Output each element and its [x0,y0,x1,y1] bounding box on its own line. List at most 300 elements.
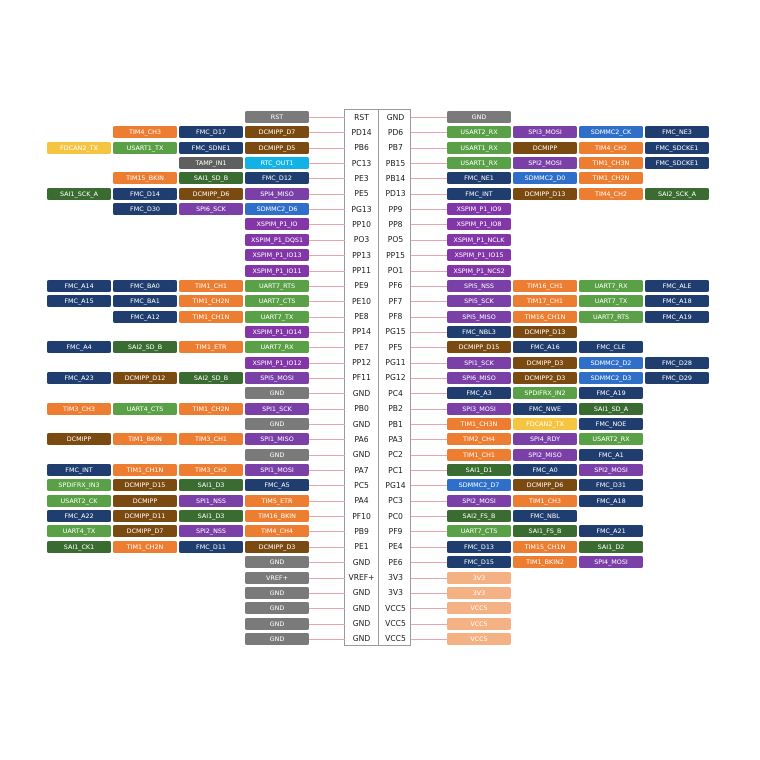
pin-name-right: PD6 [387,127,404,137]
function-label: FMC_A19 [645,311,709,323]
pin-name-left: PP12 [352,358,371,368]
lead-line-left [309,224,345,225]
pin-name-left: GND [352,619,371,629]
function-label: VREF+ [245,572,309,584]
pin-name-left: PP13 [352,250,371,260]
lead-line-right [411,347,447,348]
lead-line-left [309,240,345,241]
pin-name-right: PC0 [388,511,403,521]
function-label: SPI3_MOSI [513,126,577,138]
lead-line-left [309,455,345,456]
lead-line-right [411,163,447,164]
pin-name-left: PE1 [354,542,369,552]
lead-line-left [309,547,345,548]
function-label: TIM1_BKIN2 [513,556,577,568]
function-label: FMC_A18 [645,295,709,307]
function-label: VCC5 [447,602,511,614]
function-label: SAI1_D2 [579,541,643,553]
lead-line-left [309,624,345,625]
pin-name-right: VCC5 [385,619,406,629]
lead-line-left [309,593,345,594]
function-label: TIM1_CH3N [579,157,643,169]
pin-name-right: PB15 [385,158,406,168]
function-label: FMC_A21 [579,525,643,537]
function-label: SPI2_MOSI [447,495,511,507]
function-label: FMC_D15 [447,556,511,568]
function-label: SAI2_SCK_A [645,188,709,200]
function-label: UART7_RX [245,341,309,353]
lead-line-left [309,363,345,364]
function-label: DCMIPP_D3 [513,357,577,369]
lead-line-right [411,409,447,410]
function-label: FMC_ALE [645,280,709,292]
function-label: FMC_A4 [47,341,111,353]
function-label: DCMIPP [513,142,577,154]
function-label: FMC_D30 [113,203,177,215]
lead-line-left [309,255,345,256]
function-label: TIM1_BKIN [113,433,177,445]
pin-name-right: PB14 [385,173,406,183]
function-label: FMC_A18 [579,495,643,507]
pin-name-right: GND [386,112,405,122]
function-label: SPI5_SCK [447,295,511,307]
function-label: FMC_BA1 [113,295,177,307]
function-label: FMC_SDCKE1 [645,142,709,154]
pin-name-right: PB2 [388,404,403,414]
function-label: DCMIPP_D12 [113,372,177,384]
lead-line-right [411,332,447,333]
pin-name-right: PB1 [388,419,403,429]
pin-name-right: 3V3 [388,573,403,582]
function-label: TIM16_CH1N [513,311,577,323]
function-label: FMC_A15 [47,295,111,307]
function-label: DCMIPP_D7 [245,126,309,138]
function-label: FMC_NOE [579,418,643,430]
function-label: TIM1_CH3 [513,495,577,507]
function-label: TIM1_CH2N [179,403,243,415]
pin-name-left: PE5 [354,189,369,199]
lead-line-right [411,317,447,318]
function-label: XSPIM_P1_IO9 [447,203,511,215]
pin-name-left: PC13 [351,158,372,168]
function-label: FMC_A23 [47,372,111,384]
function-label: UART7_RX [579,280,643,292]
function-label: SDMMC2_D2 [579,357,643,369]
function-label: TIM4_CH4 [245,525,309,537]
function-label: FMC_A12 [113,311,177,323]
pin-name-left: PE7 [354,342,369,352]
function-label: SAI1_CK1 [47,541,111,553]
function-label: FDCAN2_TX [47,142,111,154]
function-label: USART1_TX [113,142,177,154]
pin-name-left: PD14 [351,127,372,137]
function-label: FMC_D31 [579,479,643,491]
pin-name-right: PG15 [385,327,406,337]
function-label: FMC_D28 [645,357,709,369]
function-label: UART7_TX [245,311,309,323]
function-label: SPI1_NSS [179,495,243,507]
pin-name-right: PG14 [385,480,406,490]
pin-name-left: PF10 [352,511,371,521]
function-label: SDMMC2_D3 [579,372,643,384]
lead-line-left [309,332,345,333]
pin-name-right: VCC5 [385,603,406,613]
function-label: SPI1_SCK [447,357,511,369]
function-label: FMC_NE3 [645,126,709,138]
lead-line-left [309,117,345,118]
lead-line-right [411,562,447,563]
function-label: FMC_BA0 [113,280,177,292]
lead-line-left [309,424,345,425]
lead-line-right [411,485,447,486]
lead-line-right [411,531,447,532]
function-label: DCMIPP [113,495,177,507]
function-label: FMC_NBL [513,510,577,522]
function-label: FMC_D17 [179,126,243,138]
function-label: FMC_D13 [447,541,511,553]
pin-name-left: PO3 [353,235,370,245]
pin-name-right: PA3 [388,434,403,444]
pin-name-right: PO5 [387,235,404,245]
function-label: DCMIPP_D11 [113,510,177,522]
function-label: TIM15_BKIN [113,172,177,184]
lead-line-left [309,301,345,302]
function-label: TIM17_CH1 [513,295,577,307]
lead-line-right [411,639,447,640]
function-label: SAI1_SD_A [579,403,643,415]
function-label: FMC_A22 [47,510,111,522]
function-label: XSPIM_P1_IO15 [447,249,511,261]
lead-line-right [411,378,447,379]
function-label: UART7_RTS [245,280,309,292]
function-label: SPI4_MOSI [579,556,643,568]
function-label: FMC_A19 [579,387,643,399]
function-label: SPI1_MISO [245,433,309,445]
pin-name-right: PE4 [388,542,403,552]
function-label: 3V3 [447,587,511,599]
function-label: TIM1_CH1 [447,449,511,461]
function-label: SDMMC2_CK [579,126,643,138]
function-label: UART7_RTS [579,311,643,323]
function-label: SPI3_MOSI [447,403,511,415]
function-label: TIM1_CH2N [579,172,643,184]
function-label: USART2_RX [447,126,511,138]
lead-line-right [411,194,447,195]
function-label: FMC_INT [447,188,511,200]
pin-name-right: PF5 [388,342,403,352]
lead-line-right [411,624,447,625]
lead-line-left [309,516,345,517]
function-label: UART4_TX [47,525,111,537]
lead-line-left [309,639,345,640]
function-label: XSPIM_P1_IO14 [245,326,309,338]
lead-line-left [309,409,345,410]
function-label: FMC_A16 [513,341,577,353]
function-label: SAI2_SD_B [113,341,177,353]
pin-name-left: GND [352,557,371,567]
function-label: SPI5_NSS [447,280,511,292]
function-label: DCMIPP_D15 [113,479,177,491]
function-label: FDCAN2_TX [513,418,577,430]
pin-name-right: PF8 [388,312,403,322]
function-label: DCMIPP [47,433,111,445]
pin-name-left: PB6 [354,143,369,153]
pin-name-left: PE9 [354,281,369,291]
function-label: XSPIM_P1_IO12 [245,357,309,369]
lead-line-right [411,470,447,471]
pin-name-left: PE3 [354,173,369,183]
pin-name-right: PC4 [388,388,403,398]
function-label: DCMIPP_D15 [447,341,511,353]
function-label: SAI1_FS_B [513,525,577,537]
function-label: TIM1_CH1 [179,280,243,292]
lead-line-left [309,148,345,149]
function-label: TIM3_CH1 [179,433,243,445]
function-label: XSPIM_P1_IO [245,218,309,230]
function-label: TIM4_CH2 [579,188,643,200]
lead-line-right [411,255,447,256]
function-label: SPI2_MOSI [579,464,643,476]
function-label: VCC5 [447,618,511,630]
function-label: XSPIM_P1_IO13 [245,249,309,261]
pin-name-right: PP8 [388,219,403,229]
function-label: SPI6_MISO [447,372,511,384]
lead-line-right [411,578,447,579]
function-label: FMC_A3 [447,387,511,399]
function-label: TIM16_BKIN [245,510,309,522]
pin-name-right: PG11 [385,358,406,368]
function-label: TIM4_CH2 [579,142,643,154]
lead-line-right [411,209,447,210]
pin-name-left: PP10 [352,219,371,229]
pin-name-right: PB7 [388,143,403,153]
lead-line-right [411,393,447,394]
function-label: FMC_NE1 [447,172,511,184]
function-label: VCC5 [447,633,511,645]
function-label: GND [245,587,309,599]
lead-line-right [411,424,447,425]
function-label: DCMIPP_D13 [513,188,577,200]
pin-name-left: RST [354,112,369,122]
function-label: USART1_RX [447,142,511,154]
function-label: DCMIPP_D3 [245,541,309,553]
lead-line-right [411,117,447,118]
pin-name-left: PE10 [351,296,372,306]
function-label: DCMIPP_D13 [513,326,577,338]
pin-name-left: PA7 [354,465,369,475]
function-label: DCMIPP_D7 [113,525,177,537]
lead-line-right [411,516,447,517]
lead-line-right [411,301,447,302]
function-label: FMC_A14 [47,280,111,292]
pin-name-left: PP14 [352,327,371,337]
lead-line-left [309,562,345,563]
pin-name-left: PG13 [351,204,372,214]
function-label: TIM15_CH1N [513,541,577,553]
function-label: FMC_A0 [513,464,577,476]
lead-line-left [309,608,345,609]
function-label: SDMMC2_D7 [447,479,511,491]
function-label: SDMMC2_D0 [513,172,577,184]
function-label: FMC_INT [47,464,111,476]
function-label: SPI2_NSS [179,525,243,537]
lead-line-right [411,271,447,272]
pin-name-right: 3V3 [388,588,403,598]
pin-name-left: PB0 [354,404,369,414]
pin-name-right: PF9 [388,526,403,536]
pin-name-right: PE6 [388,557,403,567]
lead-line-left [309,194,345,195]
lead-line-left [309,393,345,394]
lead-line-left [309,531,345,532]
function-label: DCMIPP2_D3 [513,372,577,384]
function-label: FMC_D12 [245,172,309,184]
function-label: TIM1_CH2N [113,541,177,553]
lead-line-right [411,593,447,594]
pin-name-left: GND [352,603,371,613]
lead-line-left [309,470,345,471]
function-label: UART7_TX [579,295,643,307]
function-label: SDMMC2_D6 [245,203,309,215]
function-label: TIM1_CH2N [179,295,243,307]
function-label: TIM3_CH3 [47,403,111,415]
function-label: SAI1_SD_B [179,172,243,184]
pin-name-left: PC5 [354,480,369,490]
function-label: UART7_CTS [245,295,309,307]
lead-line-right [411,132,447,133]
function-label: SPI1_MOSI [245,464,309,476]
function-label: DCMIPP_D6 [513,479,577,491]
function-label: SPI6_SCK [179,203,243,215]
function-label: USART1_RX [447,157,511,169]
pin-name-left: GND [352,419,371,429]
function-label: SPI2_MISO [513,449,577,461]
function-label: TIM16_CH1 [513,280,577,292]
function-label: SPI2_MOSI [513,157,577,169]
lead-line-left [309,378,345,379]
function-label: XSPIM_P1_DQS1 [245,234,309,246]
function-label: UART4_CTS [113,403,177,415]
lead-line-right [411,224,447,225]
function-label: FMC_D11 [179,541,243,553]
lead-line-left [309,578,345,579]
lead-line-left [309,317,345,318]
pin-name-right: PC1 [388,465,403,475]
function-label: DCMIPP_D5 [245,142,309,154]
function-label: RST [245,111,309,123]
function-label: USART2_CK [47,495,111,507]
function-label: TIM1_CH1N [113,464,177,476]
pin-name-right: PD13 [385,189,406,199]
function-label: SAI2_FS_B [447,510,511,522]
function-label: UART7_CTS [447,525,511,537]
function-label: FMC_CLE [579,341,643,353]
function-label: SAI1_D3 [179,510,243,522]
pin-name-left: PF11 [352,373,371,383]
function-label: GND [245,618,309,630]
lead-line-left [309,132,345,133]
lead-line-right [411,148,447,149]
function-label: RTC_OUT1 [245,157,309,169]
function-label: GND [245,556,309,568]
pin-name-right: PP15 [386,250,405,260]
function-label: SPDIFRX_IN3 [47,479,111,491]
lead-line-left [309,178,345,179]
function-label: GND [245,387,309,399]
function-label: GND [245,418,309,430]
function-label: FMC_SDCKE1 [645,157,709,169]
pin-name-right: PF7 [388,296,403,306]
function-label: TIM1_CH3N [447,418,511,430]
lead-line-right [411,455,447,456]
pin-name-right: PO1 [387,266,404,275]
pin-name-right: PP9 [388,204,403,214]
pin-name-right: PF6 [388,281,403,291]
pin-name-left: GND [352,388,371,398]
lead-line-right [411,240,447,241]
function-label: SAI2_SD_B [179,372,243,384]
pin-name-left: PB9 [354,526,369,536]
lead-line-right [411,178,447,179]
lead-line-right [411,363,447,364]
pin-name-left: PP11 [352,266,371,275]
function-label: FMC_D29 [645,372,709,384]
pin-name-left: GND [352,450,371,460]
function-label: SPI5_MOSI [245,372,309,384]
pin-name-right: PC2 [388,450,403,460]
function-label: FMC_SDNE1 [179,142,243,154]
lead-line-left [309,439,345,440]
function-label: TIM2_CH4 [447,433,511,445]
pin-name-left: PA4 [354,496,369,506]
function-label: SPI1_SCK [245,403,309,415]
function-label: TIM3_CH2 [179,464,243,476]
lead-line-right [411,547,447,548]
function-label: FMC_A5 [245,479,309,491]
lead-line-left [309,163,345,164]
lead-line-right [411,501,447,502]
function-label: SPI4_MISO [245,188,309,200]
function-label: SAI1_D3 [179,479,243,491]
function-label: SAI1_SCK_A [47,188,111,200]
lead-line-left [309,347,345,348]
function-label: XSPIM_P1_NCS2 [447,265,511,277]
lead-line-right [411,439,447,440]
pin-name-right: VCC5 [385,634,406,644]
function-label: SPDIFRX_IN2 [513,387,577,399]
lead-line-left [309,485,345,486]
function-label: TIM1_CH1N [179,311,243,323]
lead-line-left [309,501,345,502]
lead-line-left [309,286,345,287]
function-label: FMC_NBL3 [447,326,511,338]
function-label: GND [245,602,309,614]
function-label: TIM1_ETR [179,341,243,353]
function-label: XSPIM_P1_NCLK [447,234,511,246]
function-label: XSPIM_P1_IO11 [245,265,309,277]
function-label: TAMP_IN1 [179,157,243,169]
lead-line-right [411,608,447,609]
function-label: GND [447,111,511,123]
function-label: USART2_RX [579,433,643,445]
function-label: FMC_NWE [513,403,577,415]
function-label: DCMIPP_D6 [179,188,243,200]
lead-line-right [411,286,447,287]
function-label: SPI5_MISO [447,311,511,323]
function-label: TIM5_ETR [245,495,309,507]
function-label: TIM4_CH3 [113,126,177,138]
function-label: XSPIM_P1_IO8 [447,218,511,230]
